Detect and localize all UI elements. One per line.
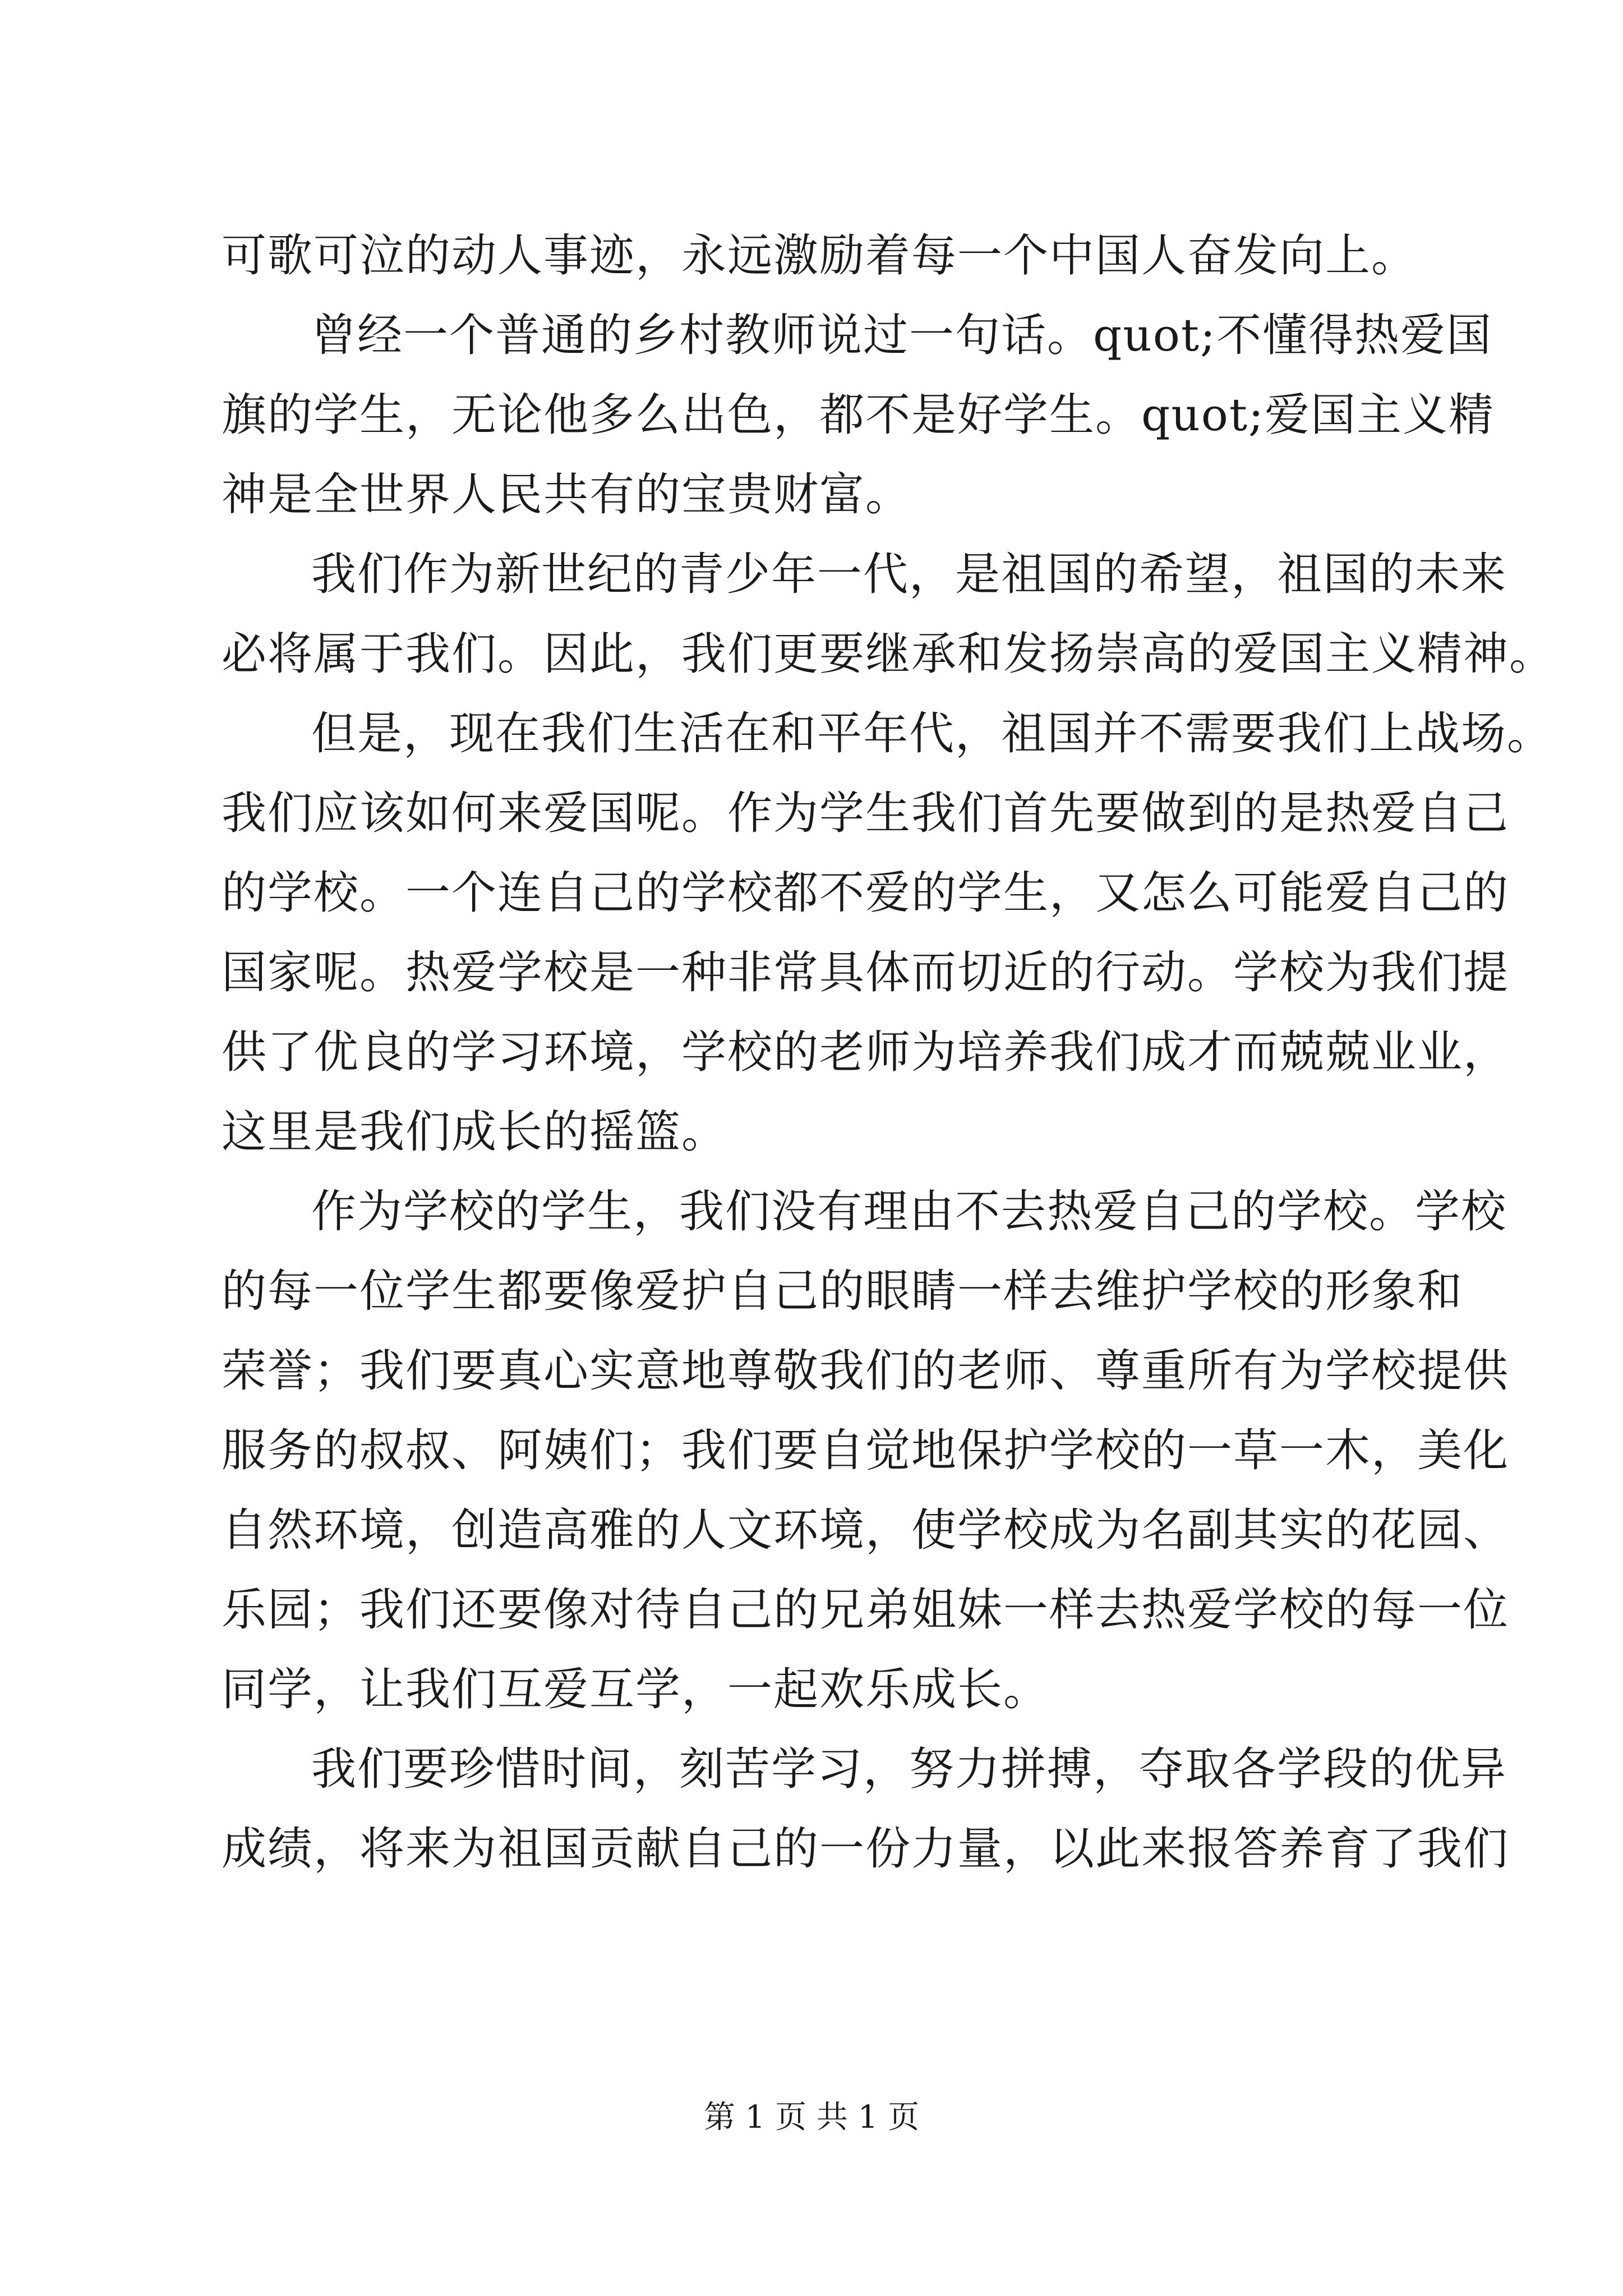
text-line: 国家呢。热爱学校是一种非常具体而切近的行动。学校为我们提 — [222, 946, 1509, 999]
text-line: 成绩，将来为祖国贡献自己的一份力量，以此来报答养育了我们 — [222, 1823, 1509, 1875]
text-line: 同学，让我们互爱互学，一起欢乐成长。 — [222, 1663, 1049, 1715]
text-line: 但是，现在我们生活在和平年代，祖国并不需要我们上战场。 — [311, 707, 1553, 760]
text-line: 自然环境，创造高雅的人文环境，使学校成为名副其实的花园、 — [222, 1504, 1509, 1556]
text-line: 服务的叔叔、阿姨们；我们要自觉地保护学校的一草一木，美化 — [222, 1424, 1509, 1476]
text-line: 乐园；我们还要像对待自己的兄弟姐妹一样去热爱学校的每一位 — [222, 1584, 1509, 1636]
text-line: 曾经一个普通的乡村教师说过一句话。quot;不懂得热爱国 — [311, 309, 1492, 361]
text-line: 旗的学生，无论他多么出色，都不是好学生。quot;爱国主义精 — [222, 389, 1495, 441]
text-line: 可歌可泣的动人事迹，永远激励着每一个中国人奋发向上。 — [222, 229, 1417, 282]
text-line: 的每一位学生都要像爱护自己的眼睛一样去维护学校的形象和 — [222, 1265, 1463, 1317]
text-line: 我们要珍惜时间，刻苦学习，努力拼搏，夺取各学段的优异 — [311, 1743, 1507, 1795]
text-line: 的学校。一个连自己的学校都不爱的学生，又怎么可能爱自己的 — [222, 867, 1509, 919]
text-line: 我们应该如何来爱国呢。作为学生我们首先要做到的是热爱自己 — [222, 787, 1509, 839]
page-number-footer: 第 1 页 共 1 页 — [703, 2099, 920, 2136]
text-line: 必将属于我们。因此，我们更要继承和发扬崇高的爱国主义精神。 — [222, 628, 1555, 680]
text-line: 我们作为新世纪的青少年一代，是祖国的希望，祖国的未来 — [311, 548, 1507, 600]
text-line: 神是全世界人民共有的宝贵财富。 — [222, 468, 911, 521]
text-line: 作为学校的学生，我们没有理由不去热爱自己的学校。学校 — [311, 1185, 1507, 1237]
text-line: 这里是我们成长的摇篮。 — [222, 1106, 727, 1158]
text-line: 荣誉；我们要真心实意地尊敬我们的老师、尊重所有为学校提供 — [222, 1345, 1509, 1397]
body-text — [222, 216, 1555, 1889]
text-line: 供了优良的学习环境，学校的老师为培养我们成才而兢兢业业， — [222, 1026, 1509, 1078]
